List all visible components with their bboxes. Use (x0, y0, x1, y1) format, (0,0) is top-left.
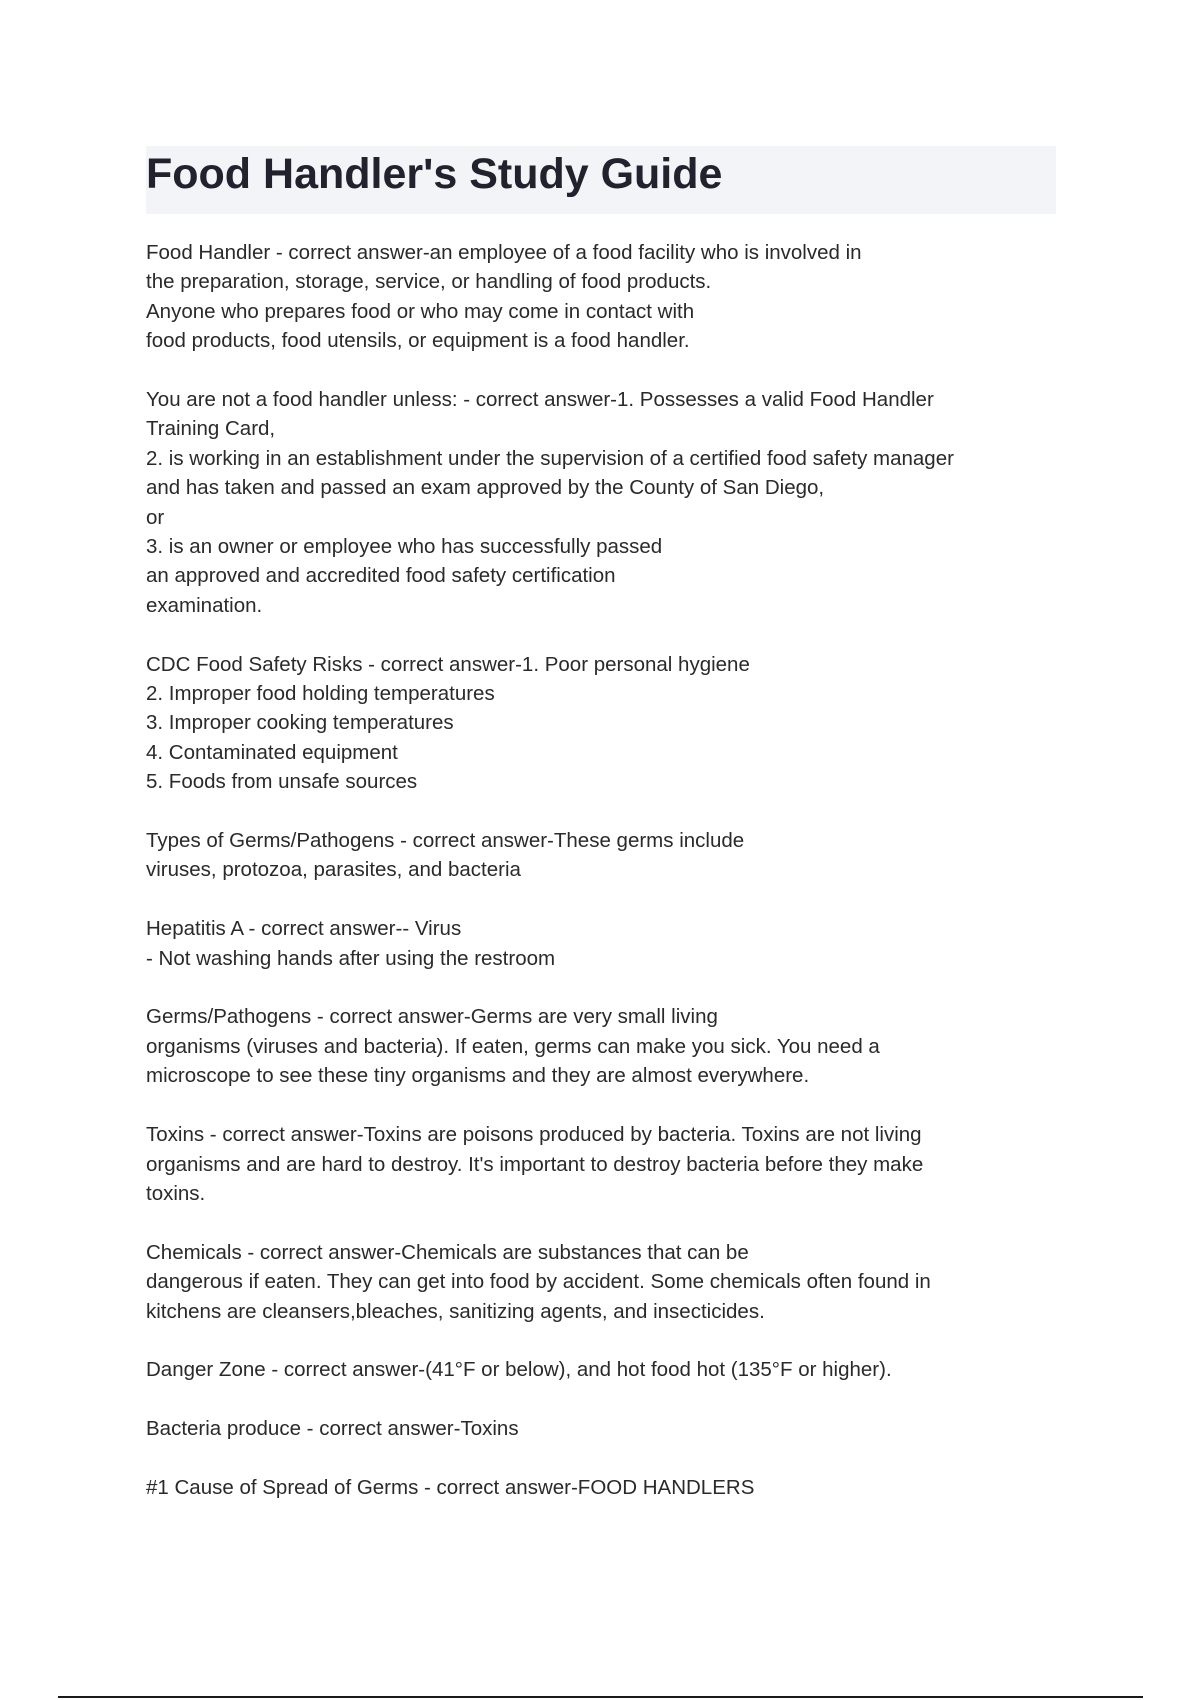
title-banner (146, 146, 1056, 214)
entry-line: 5. Foods from unsafe sources (146, 770, 418, 794)
study-entry (146, 385, 1076, 620)
study-entry (146, 1002, 1076, 1090)
entry-line: You are not a food handler unless: - correct answer-1. Possesses a valid Food Handler (146, 388, 934, 412)
study-entry (146, 914, 1076, 973)
entry-line: Food Handler - correct answer-an employee of a food facility who is involved in (146, 241, 862, 264)
entry-line: or (146, 505, 165, 529)
entry-line: - Not washing hands after using the restroom (146, 946, 556, 970)
study-entry (146, 650, 1076, 797)
entry-line: toxins. (146, 1181, 206, 1205)
study-entry (146, 1238, 1076, 1326)
entry-line: viruses, protozoa, parasites, and bacteria (146, 858, 521, 882)
entry-line: #1 Cause of Spread of Germs - correct answer-FOOD HANDLERS (146, 1475, 755, 1499)
footer-divider (58, 1696, 1143, 1698)
study-entry (146, 238, 1076, 356)
entry-line: CDC Food Safety Risks - correct answer-1. Poor personal hygiene (146, 652, 750, 676)
entry-line: organisms (viruses and bacteria). If eaten, germs can make you sick. You need a (146, 1034, 880, 1058)
entry-line: Hepatitis A - correct answer-- Virus (146, 917, 462, 941)
entry-line: 3. Improper cooking temperatures (146, 711, 454, 735)
entry-line: organisms and are hard to destroy. It's important to destroy bacteria before they make (146, 1152, 924, 1176)
entry-line: examination. (146, 593, 263, 617)
entry-line: 2. is working in an establishment under the supervision of a certified food safety manager (146, 446, 954, 470)
study-entry (146, 1120, 1076, 1208)
page-title: Food Handler's Study Guide (146, 150, 723, 198)
study-guide-content (146, 238, 1076, 1532)
entry-line: kitchens are cleansers,bleaches, sanitizing agents, and insecticides. (146, 1299, 765, 1323)
entry-line: dangerous if eaten. They can get into food by accident. Some chemicals often found in (146, 1270, 931, 1294)
study-entry (146, 1355, 1076, 1384)
entry-line: 4. Contaminated equipment (146, 740, 398, 764)
entry-line: 3. is an owner or employee who has successfully passed (146, 535, 663, 559)
entry-line: food products, food utensils, or equipment is a food handler. (146, 329, 690, 353)
study-entry (146, 1414, 1076, 1443)
entry-line: Bacteria produce - correct answer-Toxins (146, 1417, 519, 1441)
study-entry (146, 1473, 1076, 1502)
entry-line: Danger Zone - correct answer-(41°F or below), and hot food hot (135°F or higher). (146, 1358, 892, 1382)
entry-line: 2. Improper food holding temperatures (146, 682, 495, 706)
entry-line: Types of Germs/Pathogens - correct answer-These germs include (146, 829, 745, 853)
study-entry (146, 826, 1076, 885)
entry-line: Germs/Pathogens - correct answer-Germs are very small living (146, 1005, 718, 1029)
entry-line: the preparation, storage, service, or handling of food products. (146, 270, 712, 294)
entry-line: Anyone who prepares food or who may come in contact with (146, 299, 695, 323)
entry-line: an approved and accredited food safety certification (146, 564, 616, 588)
entry-line: Training Card, (146, 417, 276, 441)
entry-line: Chemicals - correct answer-Chemicals are substances that can be (146, 1240, 749, 1264)
entry-line: microscope to see these tiny organisms and they are almost everywhere. (146, 1064, 810, 1088)
entry-line: Toxins - correct answer-Toxins are poisons produced by bacteria. Toxins are not living (146, 1123, 922, 1147)
entry-line: and has taken and passed an exam approved by the County of San Diego, (146, 476, 825, 500)
